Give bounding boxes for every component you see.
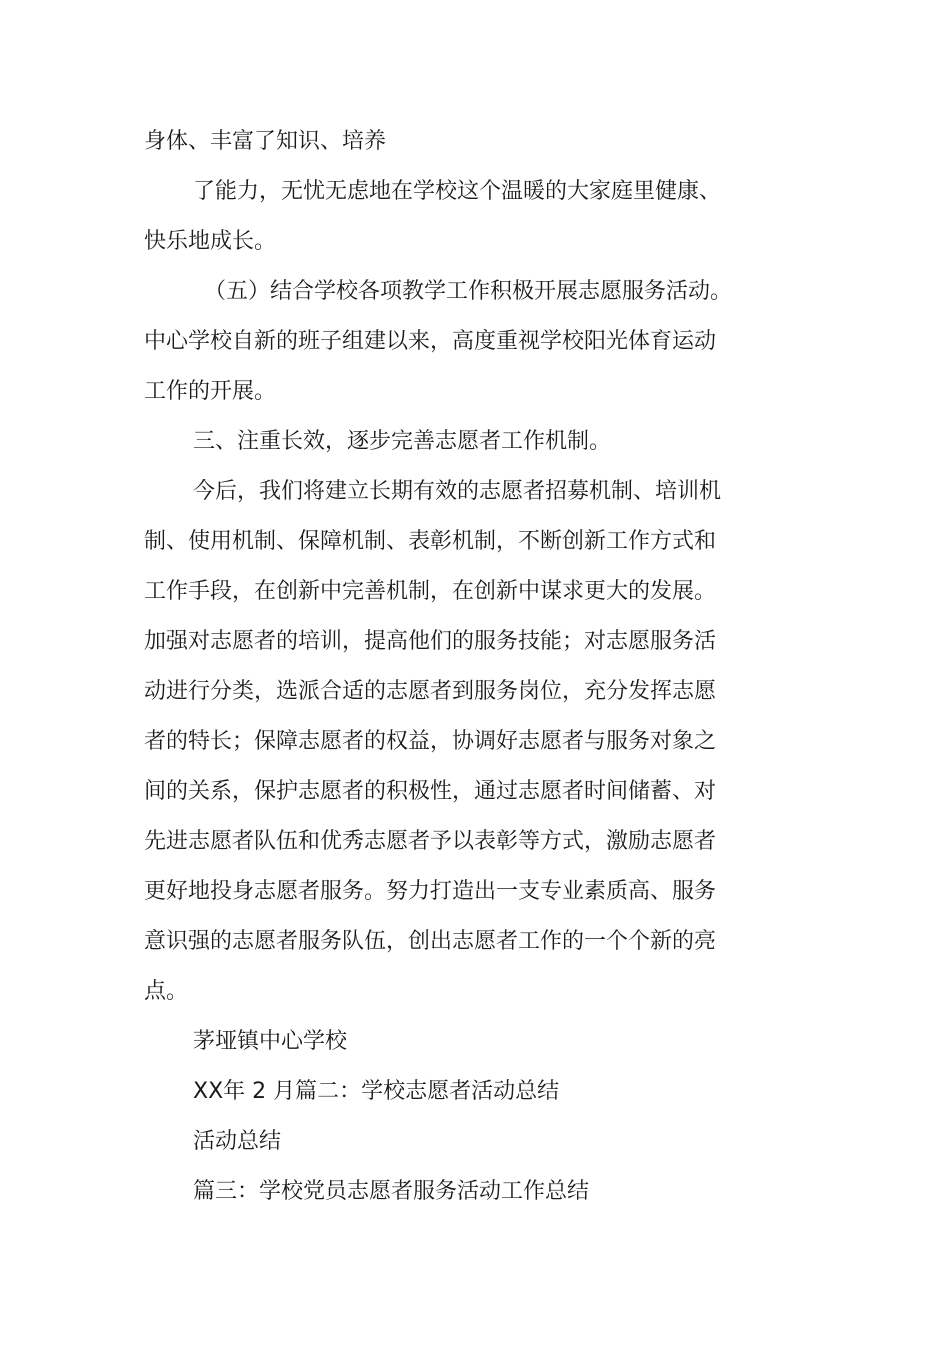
text-line: 今后，我们将建立长期有效的志愿者招募机制、培训机 [193,479,722,504]
text-line: 制、使用机制、保障机制、表彰机制，不断创新工作方式和 [144,529,717,554]
text-line: 者的特长；保障志愿者的权益，协调好志愿者与服务对象之 [144,729,717,754]
text-line: 身体、丰富了知识、培养 [144,129,387,154]
text-line: 了能力，无忧无虑地在学校这个温暖的大家庭里健康、 [193,179,722,204]
text-line: 先进志愿者队伍和优秀志愿者予以表彰等方式，激励志愿者 [144,829,717,854]
text-line: 工作的开展。 [144,379,277,404]
section-heading: 三、注重长效，逐步完善志愿者工作机制。 [193,429,612,454]
text-line: 快乐地成长。 [144,229,277,254]
text-line: 更好地投身志愿者服务。努力打造出一支专业素质高、服务 [144,879,717,904]
date-and-section-title: XX年 2 月篇二：学校志愿者活动总结 [193,1079,560,1104]
text-line: 动进行分类，选派合适的志愿者到服务岗位，充分发挥志愿 [144,679,717,704]
text-line: 意识强的志愿者服务队伍，创出志愿者工作的一个个新的亮 [144,929,717,954]
section-title: 活动总结 [193,1129,282,1154]
text-line: 点。 [144,979,189,1004]
text-line: 工作手段，在创新中完善机制，在创新中谋求更大的发展。 [144,579,717,604]
text-line: 间的关系，保护志愿者的积极性，通过志愿者时间储蓄、对 [144,779,717,804]
signature-organization: 茅垭镇中心学校 [193,1029,348,1054]
text-line: 中心学校自新的班子组建以来，高度重视学校阳光体育运动 [144,329,717,354]
section-heading: （五）结合学校各项教学工作积极开展志愿服务活动。 [204,279,733,304]
text-line: 加强对志愿者的培训，提高他们的服务技能；对志愿服务活 [144,629,717,654]
section-title: 篇三：学校党员志愿者服务活动工作总结 [193,1179,590,1204]
document-body [144,117,754,1217]
